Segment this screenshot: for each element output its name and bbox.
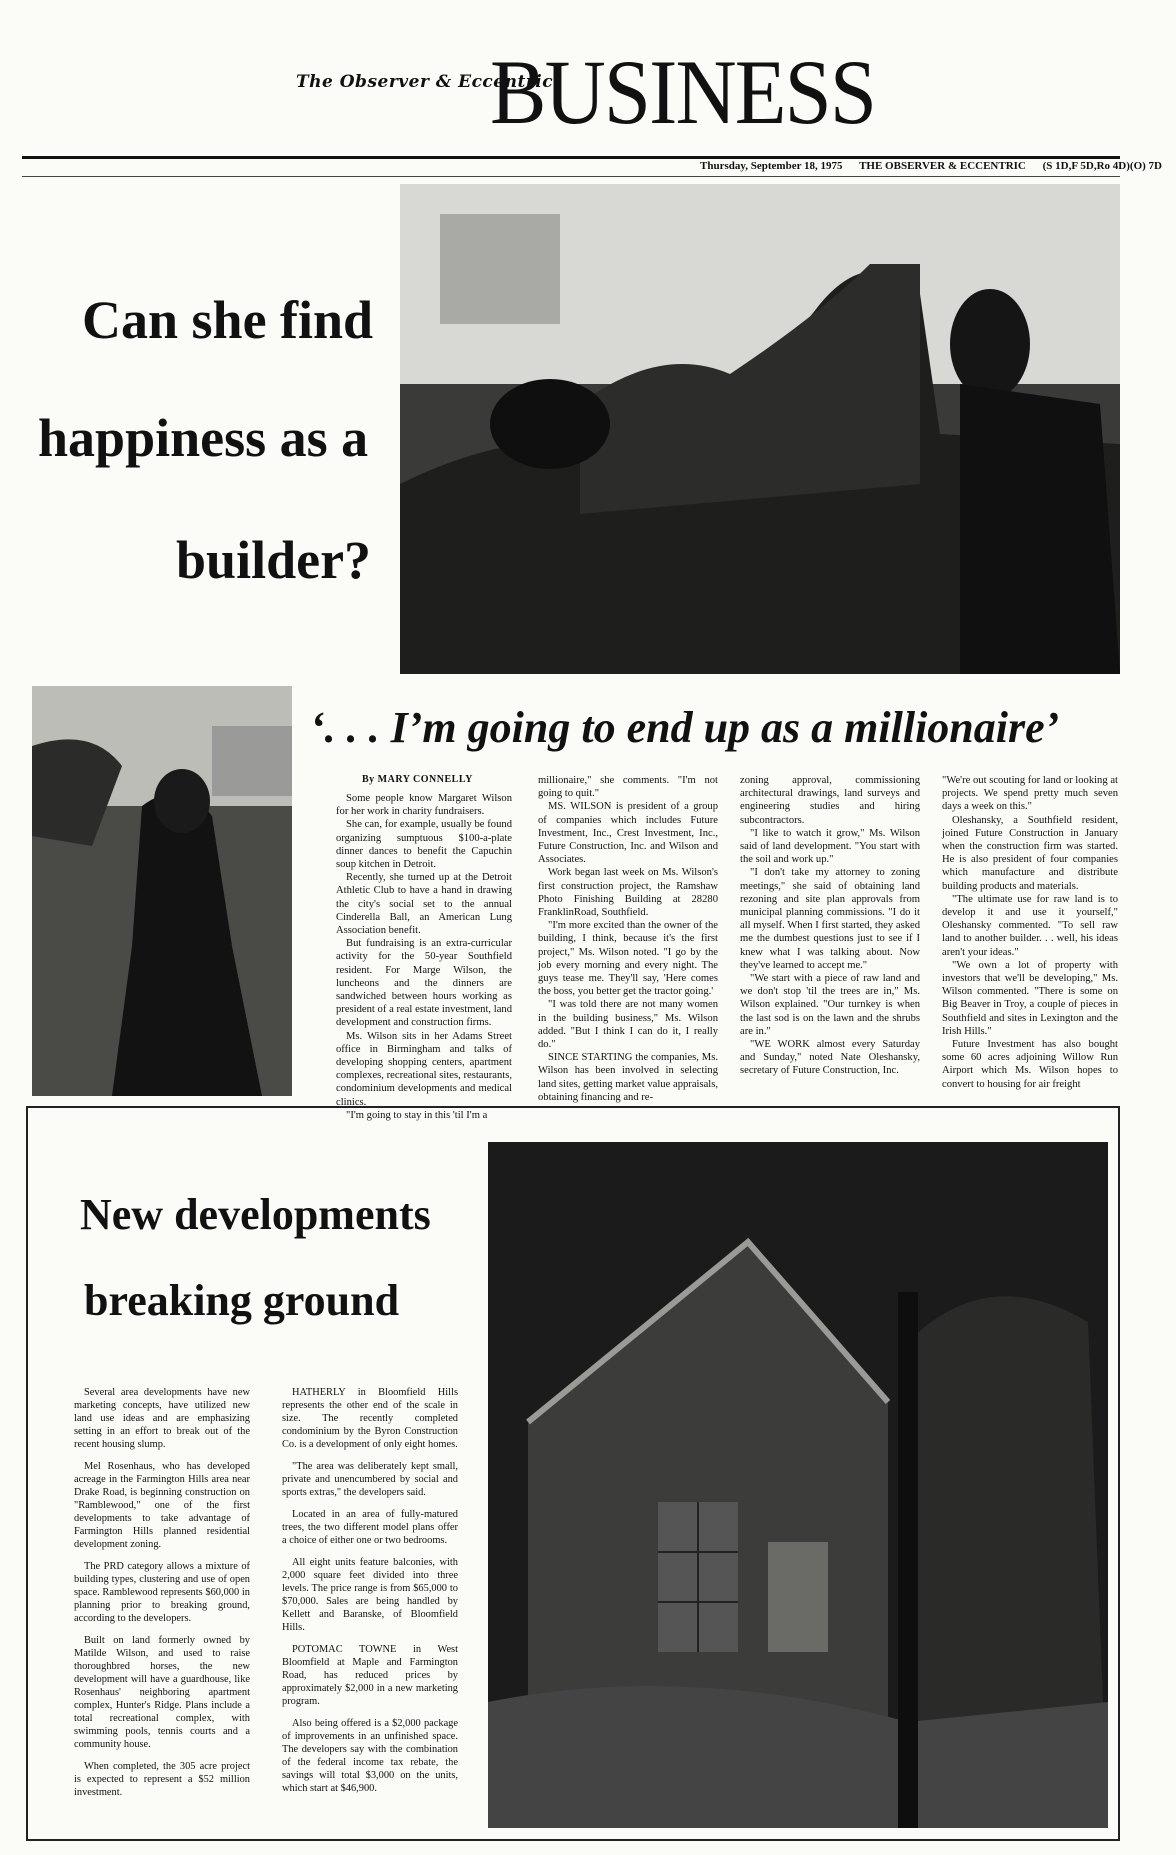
story1-column-3 xyxy=(740,774,920,1078)
paragraph: MS. WILSON is president of a group of companies which includes Future Investment, Inc., Crest Investment, Inc., Future Construction, Inc. and Wilson and Associates. xyxy=(538,801,718,866)
paragraph: zoning approval, commissioning architectural drawings, land surveys and engineering studies and hiring subcontractors. xyxy=(740,775,920,826)
paragraph: Work began last week on Ms. Wilson's first construction project, the Ramshaw Photo Finishing Building at 28280 FranklinRoad, Southfield. xyxy=(538,867,718,919)
section-title: BUSINESS xyxy=(490,41,876,143)
story2-headline-line-1: New developments xyxy=(80,1190,431,1239)
headline-line-2: happiness as a xyxy=(38,408,369,468)
paragraph: Also being offered is a $2,000 package of improvements in an unfinished space. The developers say with the combination of the federal income tax rebate, the savings will total $3,000 on the units, which start at $46,900. xyxy=(282,1718,458,1794)
woman-portrait-photo xyxy=(32,686,292,1096)
paragraph: "WE WORK almost every Saturday and Sunday," noted Nate Oleshansky, secretary of Future Construction, Inc. xyxy=(740,1039,920,1077)
paragraph: Ms. Wilson sits in her Adams Street office in Birmingham and talks of developing shopping centers, apartment complexes, recreational sites, restaurants, condominium developments and medical clinics. xyxy=(336,1030,512,1108)
story2-column-2 xyxy=(282,1386,458,1804)
issue-date: Thursday, September 18, 1975 xyxy=(700,160,843,172)
paragraph: "The area was deliberately kept small, private and unencumbered by social and sports extras," the developers said. xyxy=(282,1461,458,1498)
paragraph: Built on land formerly owned by Matilde Wilson, and used to raise thoroughbred horses, the new development will have a guardhouse, like Rosenhaus' neighboring apartment complex, Hunter's Ridge. Plans include a total recreational complex, with swimming pools, tennis courts and a community house. xyxy=(74,1635,250,1750)
headline-line-1: Can she find xyxy=(82,290,374,350)
paragraph: millionaire," she comments. "I'm not going to quit." xyxy=(538,775,718,800)
paragraph: Located in an area of fully-matured trees, the two different model plans offer a choice of either one or two bedrooms. xyxy=(282,1509,458,1546)
paragraph: POTOMAC TOWNE in West Bloomfield at Maple and Farmington Road, has reduced prices by approximately $2,000 in a new marketing program. xyxy=(282,1644,458,1707)
story1-column-1 xyxy=(336,792,512,1122)
paragraph: SINCE STARTING the companies, Ms. Wilson has been involved in selecting land sites, getting market value appraisals, obtaining financing and re- xyxy=(538,1052,718,1103)
construction-site-photo xyxy=(400,184,1120,674)
paragraph: Oleshansky, a Southfield resident, joined Future Construction in January when the construction firm was started. He is also president of four companies which manufacture and distribute building products and materials. xyxy=(942,814,1118,892)
paragraph: Future Investment has also bought some 60 acres adjoining Willow Run Airport which Ms. Wilson hopes to convert to housing for air freight xyxy=(942,1039,1118,1090)
paragraph: "I like to watch it grow," Ms. Wilson said of land development. "You start with the soil and work up." xyxy=(740,827,920,866)
headline-line-3: builder? xyxy=(176,530,372,590)
paragraph: "We start with a piece of raw land and we don't stop 'til the trees are in," Ms. Wilson explained. "Our turnkey is when the last sod is on the lawn and the shrubs are in." xyxy=(740,973,920,1037)
paragraph: The PRD category allows a mixture of building types, clustering and use of open space. Ramblewood represents $60,000 in planning prior to breaking ground, according to the developers. xyxy=(74,1561,250,1624)
paragraph: Several area developments have new marketing concepts, have utilized new land use ideas and are emphasizing setting in an effort to break out of the recent housing slump. xyxy=(74,1387,250,1450)
paragraph: When completed, the 305 acre project is expected to represent a $52 million investment. xyxy=(74,1761,250,1798)
paragraph: Some people know Margaret Wilson for her work in charity fundraisers. xyxy=(336,793,512,818)
byline: By MARY CONNELLY xyxy=(362,774,473,785)
paragraph: Mel Rosenhaus, who has developed acreage in the Farmington Hills area near Drake Road, is beginning construction on "Ramblewood," one of the first developments to take advantage of Farmington Hills planned residential development zoning. xyxy=(74,1461,250,1550)
paragraph: "I'm more excited than the owner of the building, I think, because it's the first project," Ms. Wilson noted. "I go by the job every morning and every night. The guys tease me. They'll say, 'Here comes the boss, you better get the tractor going.' xyxy=(538,920,718,998)
paragraph: "I was told there are not many women in the building business," Ms. Wilson added. "But I think I can do it, I really do." xyxy=(538,999,718,1051)
masthead-rule xyxy=(22,156,1120,159)
paragraph: "We own a lot of property with investors that we'll be developing," Ms. Wilson commented. "There is some on Big Beaver in Troy, a couple of pieces in Southfield and sites in Lexington and the Irish Hills." xyxy=(942,959,1118,1037)
paragraph: "We're out scouting for land or looking at projects. We spend pretty much seven days a week on this." xyxy=(942,775,1118,813)
paragraph: "I'm going to stay in this 'til I'm a xyxy=(346,1109,488,1121)
paper-name: The Observer & Eccentric xyxy=(296,72,554,92)
pull-quote: ‘. . . I’m going to end up as a millionaire’ xyxy=(310,703,1060,752)
paper-caps: THE OBSERVER & ECCENTRIC xyxy=(859,160,1026,172)
story1-column-4 xyxy=(942,774,1118,1091)
dateline-rule xyxy=(22,176,1120,177)
story2-headline-line-2: breaking ground xyxy=(84,1276,400,1325)
paragraph: All eight units feature balconies, with 2,000 square feet divided into three levels. The price range is from $65,000 to $70,000. Sales are being handled by Kellett and Baranske, of Bloomfield Hills. xyxy=(282,1557,458,1633)
edition-code: (S 1D,F 5D,Ro 4D)(O) 7D xyxy=(1042,160,1162,172)
paragraph: HATHERLY in Bloomfield Hills represents the other end of the scale in size. The recently completed condominium by the Byron Construction Co. is a development of only eight homes. xyxy=(282,1387,458,1450)
paragraph: She can, for example, usually be found organizing sumptuous $100-a-plate dinner dances to benefit the Capuchin soup kitchen in Detroit. xyxy=(336,819,512,871)
condominium-photo xyxy=(488,1142,1108,1828)
paragraph: But fundraising is an extra-curricular activity for the 50-year Southfield resident. For Marge Wilson, the luncheons and the dinners are sandwiched between hours working as president of a real estate investment, land development and construction firms. xyxy=(336,938,512,1029)
paragraph: "The ultimate use for raw land is to develop it and use it yourself," Oleshansky commented. "To sell raw land to another builder. . . well, his ideas aren't your ideas." xyxy=(942,893,1118,958)
story1-column-2 xyxy=(538,774,718,1104)
paragraph: Recently, she turned up at the Detroit Athletic Club to have a hand in drawing the city's social set to the annual Cinderella Ball, an American Lung Association benefit. xyxy=(336,872,512,937)
dateline xyxy=(700,160,1176,172)
paragraph: "I don't take my attorney to zoning meetings," she said of obtaining land rezoning and site plan approvals from municipal planning commissions. "I do it all myself. When I first started, they asked me the dumbest questions just to see if I knew what I was talking about. Now they've learned to accept me." xyxy=(740,867,920,971)
story2-column-1 xyxy=(74,1386,250,1808)
